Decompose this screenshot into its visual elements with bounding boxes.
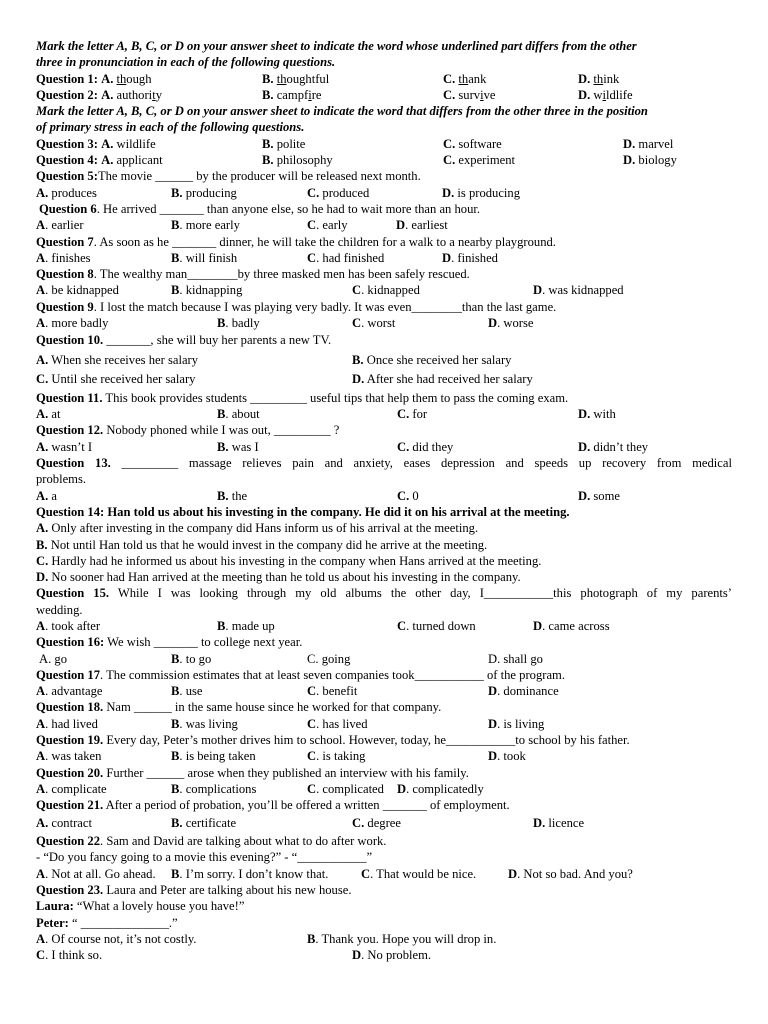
question-17-label: Question 17 xyxy=(36,667,101,682)
q20-option-a: A. complicate xyxy=(36,781,107,796)
q6-option-c: C. early xyxy=(307,218,348,233)
q21-option-d: D. licence xyxy=(533,815,585,830)
question-10-text: _______, she will buy her parents a new TV. xyxy=(103,333,332,348)
question-5-label: Question 5: xyxy=(36,169,98,184)
question-22-options xyxy=(36,866,732,882)
q10-option-a: A. When she receives her salary xyxy=(36,352,199,367)
q11-option-d: D. with xyxy=(578,407,616,422)
q21-option-a: A. contract xyxy=(36,815,92,830)
q14-option-a: A. Only after investing in the company did Hans inform us of his arrival at the meeting. xyxy=(36,521,479,536)
question-23-options-row-2 xyxy=(36,947,732,963)
question-7-options xyxy=(36,250,732,266)
question-19-options xyxy=(36,748,732,764)
q13-option-d: D. some xyxy=(578,488,620,503)
q18-option-a: A. had lived xyxy=(36,716,98,731)
q18-option-c: C. has lived xyxy=(307,716,368,731)
question-10-options-row-1 xyxy=(36,351,732,371)
question-1 xyxy=(36,71,732,87)
q6-option-b: B. more early xyxy=(171,218,240,233)
question-15-stem-line-2: wedding. xyxy=(36,602,83,617)
q14-option-c: C. Hardly had he informed us about his investing in the company when Hans arrived at the meeting. xyxy=(36,553,542,568)
question-18-stem xyxy=(36,699,732,715)
instruction-stress-line-1: Mark the letter A, B, C, or D on your answer sheet to indicate the word that differs from the other three in the position xyxy=(36,104,648,119)
q22-option-a: A. Not at all. Go ahead. xyxy=(36,866,156,881)
question-13-stem-line-2: problems. xyxy=(36,472,87,487)
question-23-stem xyxy=(36,882,732,898)
q16-option-b: B. to go xyxy=(171,651,212,666)
question-9-text: . I lost the match because I was playing very badly. It was even________than the last game. xyxy=(93,299,557,314)
q12-option-b: B. was I xyxy=(217,439,259,454)
question-5-text: The movie ______ by the producer will be released next month. xyxy=(97,169,421,184)
q11-option-c: C. for xyxy=(397,407,428,422)
question-23-text: Laura and Peter are talking about his new house. xyxy=(103,882,352,897)
question-7-label: Question 7 xyxy=(36,234,94,249)
question-19-label: Question 19. xyxy=(36,733,104,748)
q2-option-b: B. campfire xyxy=(262,87,322,102)
question-4 xyxy=(36,152,732,168)
option-letter: A. xyxy=(101,71,114,86)
q19-option-d: D. took xyxy=(488,749,526,764)
q22-option-d: D. Not so bad. And you? xyxy=(508,866,633,881)
q9-option-b: B. badly xyxy=(217,316,260,331)
question-23-options-row-1 xyxy=(36,931,732,947)
question-19-stem xyxy=(36,732,732,748)
q21-option-c: C. degree xyxy=(352,815,401,830)
q10-option-b: B. Once she received her salary xyxy=(352,352,512,367)
q19-option-b: B. is being taken xyxy=(171,749,256,764)
q13-option-a: A. a xyxy=(36,488,57,503)
speaker-peter: Peter: xyxy=(36,915,69,930)
q1-option-a: though xyxy=(116,71,152,86)
question-10-label: Question 10. xyxy=(36,333,104,348)
question-6-label: Question 6 xyxy=(39,201,97,216)
question-10-stem xyxy=(36,331,732,351)
q5-option-b: B. producing xyxy=(171,185,237,200)
q23-option-c: C. I think so. xyxy=(36,948,103,963)
question-22-label: Question 22 xyxy=(36,834,101,849)
question-3 xyxy=(36,136,732,152)
question-3-label: Question 3: xyxy=(36,136,98,151)
question-2 xyxy=(36,87,732,103)
q7-option-a: A. finishes xyxy=(36,250,91,265)
question-8-text: . The wealthy man________by three masked men has been safely rescued. xyxy=(93,267,470,282)
q11-option-b: B. about xyxy=(217,407,260,422)
question-23-laura xyxy=(36,898,732,914)
q15-option-b: B. made up xyxy=(217,619,275,633)
q4-option-c: C. experiment xyxy=(443,153,516,168)
q3-option-c: C. software xyxy=(443,136,502,151)
question-10-options-row-2 xyxy=(36,370,732,390)
q18-option-d: D. is living xyxy=(488,716,545,731)
q4-option-b: B. philosophy xyxy=(262,153,333,168)
question-17-text: . The commission estimates that at least seven companies took___________ of the program. xyxy=(100,667,565,682)
q3-option-a: A. wildlife xyxy=(101,136,156,151)
question-11-label: Question 11. xyxy=(36,390,103,405)
q16-option-c: C. going xyxy=(307,651,351,666)
question-20-options xyxy=(36,781,732,797)
question-18-text: Nam ______ in the same house since he worked for that company. xyxy=(103,700,442,715)
q9-option-d: D. worse xyxy=(488,316,534,331)
question-21-stem xyxy=(36,797,732,813)
question-7-stem xyxy=(36,234,732,250)
q16-option-d: D. shall go xyxy=(488,651,543,666)
question-9-label: Question 9 xyxy=(36,299,94,314)
question-13-label: Question 13. xyxy=(36,456,111,471)
q17-option-c: C. benefit xyxy=(307,684,358,699)
q2-option-c: C. survive xyxy=(443,87,496,102)
question-15-options xyxy=(36,618,732,634)
question-12-text: Nobody phoned while I was out, _________ ? xyxy=(103,423,340,438)
question-6-stem xyxy=(36,201,732,217)
question-5-stem xyxy=(36,168,732,184)
question-15-label: Question 15. xyxy=(36,586,110,601)
q22-option-c: C. That would be nice. xyxy=(361,866,477,881)
q2-option-a: A. authority xyxy=(101,87,162,102)
q17-option-a: A. advantage xyxy=(36,684,103,699)
question-11-text: This book provides students _________ useful tips that help them to pass the coming exam. xyxy=(102,390,569,405)
question-22-text: . Sam and David are talking about what to do after work. xyxy=(100,834,387,849)
question-7-text: . As soon as he _______ dinner, he will take the children for a walk to a nearby playground. xyxy=(93,234,556,249)
q1-option-b: B. thoughtful xyxy=(262,71,330,86)
question-20-stem xyxy=(36,765,732,781)
question-15-stem-line-1 xyxy=(36,585,732,601)
question-22-stem xyxy=(36,833,732,849)
question-12-label: Question 12. xyxy=(36,423,104,438)
question-16-text: We wish _______ to college next year. xyxy=(104,635,303,650)
q17-option-d: D. dominance xyxy=(488,684,559,699)
q15-option-d: D. came across xyxy=(533,619,610,633)
q10-option-d: D. After she had received her salary xyxy=(352,372,533,387)
laura-line: “What a lovely house you have!” xyxy=(73,899,245,914)
q8-option-c: C. kidnapped xyxy=(352,283,420,298)
question-14-stem xyxy=(36,504,732,520)
q5-option-a: A. produces xyxy=(36,185,97,200)
q23-option-d: D. No problem. xyxy=(352,948,432,963)
question-13-text: _________ massage relieves pain and anxiety, eases depression and speeds up recovery from medical xyxy=(110,456,732,471)
q12-option-a: A. wasn’t I xyxy=(36,439,93,454)
q15-option-c: C. turned down xyxy=(397,619,476,633)
q20-option-c: C. complicated xyxy=(307,781,384,796)
worksheet xyxy=(36,38,732,963)
q7-option-d: D. finished xyxy=(442,250,498,265)
q23-option-b: B. Thank you. Hope you will drop in. xyxy=(307,931,497,946)
question-1-label: Question 1: xyxy=(36,71,98,86)
q7-option-b: B. will finish xyxy=(171,250,238,265)
speaker-laura: Laura: xyxy=(36,899,74,914)
question-12-options xyxy=(36,439,732,455)
q21-option-b: B. certificate xyxy=(171,815,237,830)
q12-option-c: C. did they xyxy=(397,439,454,454)
question-11-options xyxy=(36,406,732,422)
question-23-peter xyxy=(36,915,732,931)
question-22-prompt: - “Do you fancy going to a movie this evening?” - “___________” xyxy=(36,850,373,865)
q23-option-a: A. Of course not, it’s not costly. xyxy=(36,931,197,946)
q19-option-a: A. was taken xyxy=(36,749,102,764)
q15-option-a: A. took after xyxy=(36,619,101,633)
q8-option-b: B. kidnapping xyxy=(171,283,243,298)
q20-option-b: B. complications xyxy=(171,781,257,796)
instruction-pronunciation-line-2: three in pronunciation in each of the following questions. xyxy=(36,55,336,70)
q1-option-c: C. thank xyxy=(443,71,487,86)
question-12-stem xyxy=(36,422,732,438)
q12-option-d: D. didn’t they xyxy=(578,439,649,454)
question-6-text: . He arrived _______ than anyone else, so he had to wait more than an hour. xyxy=(96,201,481,216)
q3-option-d: D. marvel xyxy=(623,136,674,151)
q7-option-c: C. had finished xyxy=(307,250,385,265)
question-13-options xyxy=(36,488,732,504)
q9-option-c: C. worst xyxy=(352,316,396,331)
q6-option-d: D. earliest xyxy=(396,218,448,233)
question-18-options xyxy=(36,716,732,732)
question-8-label: Question 8 xyxy=(36,267,94,282)
question-18-label: Question 18. xyxy=(36,700,104,715)
q2-option-d: D. wildlife xyxy=(578,87,633,102)
question-2-label: Question 2: xyxy=(36,87,98,102)
question-13-stem-line-1 xyxy=(36,455,732,471)
question-21-label: Question 21. xyxy=(36,798,104,813)
question-9-options xyxy=(36,315,732,331)
q1-option-d: D. think xyxy=(578,71,620,86)
q13-option-c: C. 0 xyxy=(397,488,419,503)
question-17-stem xyxy=(36,667,732,683)
question-16-options xyxy=(36,651,732,667)
instruction-pronunciation-line-1: Mark the letter A, B, C, or D on your answer sheet to indicate the word whose underlined part differs from the other xyxy=(36,39,637,53)
q9-option-a: A. more badly xyxy=(36,316,109,331)
q5-option-d: D. is producing xyxy=(442,185,521,200)
q6-option-a: A. earlier xyxy=(36,218,84,233)
question-15-text: While I was looking through my old albums the other day, I___________this photograph of my parents’ xyxy=(109,586,732,601)
question-8-options xyxy=(36,282,732,298)
q14-option-d: D. No sooner had Han arrived at the meeting than he told us about his investing in the company. xyxy=(36,570,521,585)
peter-line: “ ______________.” xyxy=(68,915,178,930)
q4-option-d: D. biology xyxy=(623,153,677,168)
q4-option-a: A. applicant xyxy=(101,153,163,168)
question-11-stem xyxy=(36,390,732,406)
question-5-options xyxy=(36,185,732,201)
question-16-stem xyxy=(36,634,732,650)
q13-option-b: B. the xyxy=(217,488,248,503)
q8-option-a: A. be kidnapped xyxy=(36,283,119,298)
instruction-stress-line-2: of primary stress in each of the following questions. xyxy=(36,120,305,135)
q3-option-b: B. polite xyxy=(262,136,306,151)
question-14-label: Question 14: xyxy=(36,504,105,519)
q8-option-d: D. was kidnapped xyxy=(533,283,624,298)
question-23-label: Question 23. xyxy=(36,882,104,897)
q5-option-c: C. produced xyxy=(307,185,370,200)
q20-option-d: D. complicatedly xyxy=(397,781,484,796)
question-14-text: Han told us about his investing in the company. He did it on his arrival at the meeting. xyxy=(104,504,570,519)
question-16-label: Question 16: xyxy=(36,635,105,650)
q16-option-a: A. go xyxy=(39,651,67,666)
question-21-text: After a period of probation, you’ll be offered a written _______ of employment. xyxy=(103,798,510,813)
question-20-label: Question 20. xyxy=(36,765,104,780)
question-20-text: Further ______ arose when they published an interview with his family. xyxy=(103,765,469,780)
q11-option-a: A. at xyxy=(36,407,61,422)
q22-option-b: B. I’m sorry. I don’t know that. xyxy=(171,866,329,881)
q19-option-c: C. is taking xyxy=(307,749,366,764)
question-21-options xyxy=(36,814,732,834)
q17-option-b: B. use xyxy=(171,684,203,699)
question-17-options xyxy=(36,683,732,699)
question-4-label: Question 4: xyxy=(36,153,98,168)
q10-option-c: C. Until she received her salary xyxy=(36,372,196,387)
question-6-options xyxy=(36,217,732,233)
q14-option-b: B. Not until Han told us that he would invest in the company did he arrive at the meeting. xyxy=(36,537,488,552)
question-9-stem xyxy=(36,299,732,315)
question-8-stem xyxy=(36,266,732,282)
question-19-text: Every day, Peter’s mother drives him to school. However, today, he___________to school by his father. xyxy=(103,733,630,748)
q18-option-b: B. was living xyxy=(171,716,238,731)
